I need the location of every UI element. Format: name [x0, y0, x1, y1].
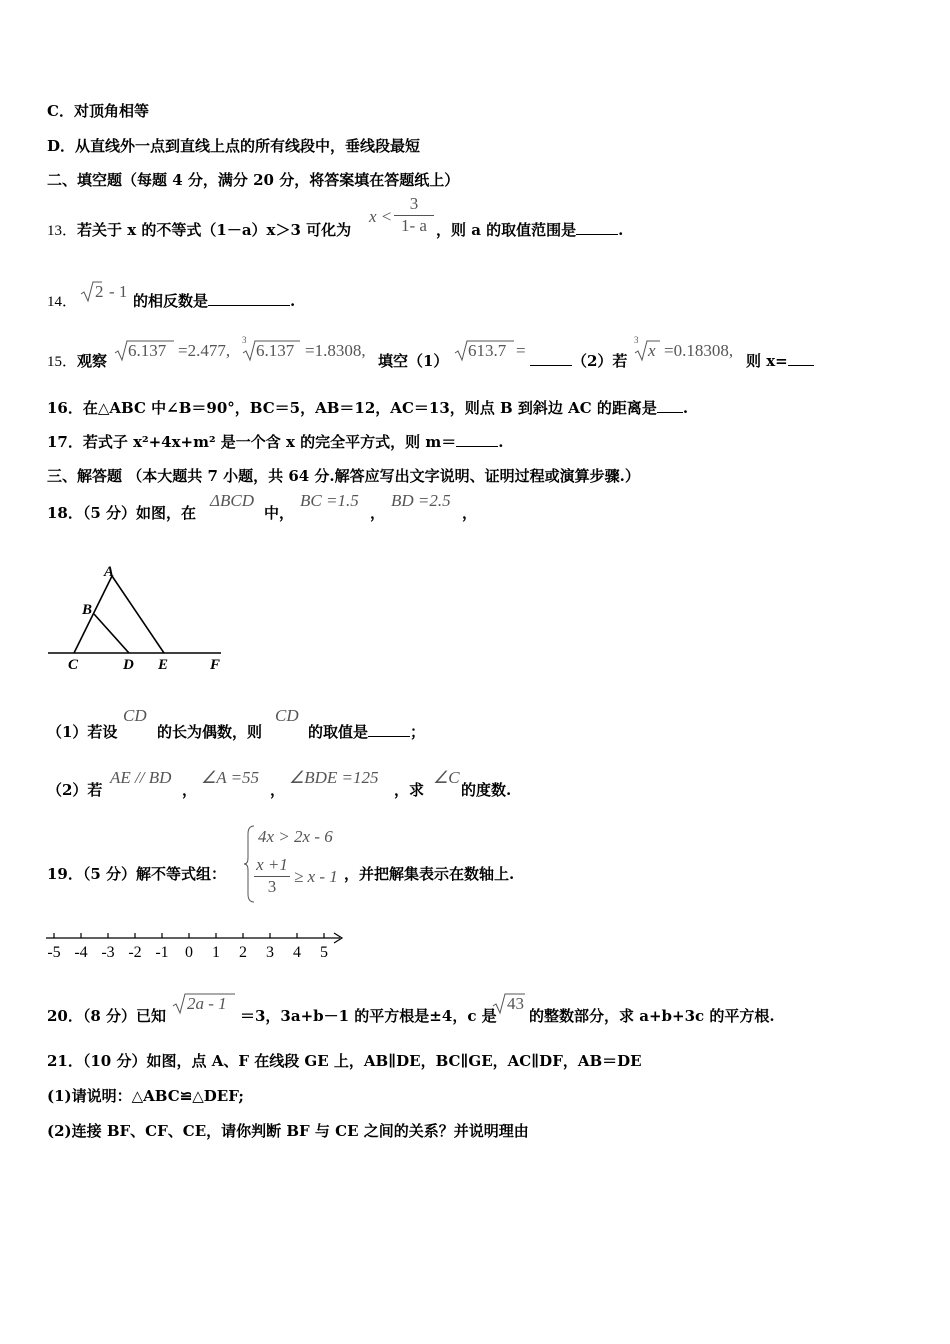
q16-period: .	[682, 399, 689, 417]
question-13	[47, 220, 351, 241]
figure-label-d: D	[123, 657, 134, 673]
q18-part2-a: （2）若	[47, 781, 103, 799]
figure-label-a: A	[104, 564, 115, 580]
q19-fraction-denominator: 3	[267, 877, 277, 896]
number-line-tick-label: 0	[185, 944, 193, 961]
number-line-tick-label: 1	[212, 944, 220, 961]
figure-line-bd	[94, 614, 129, 653]
q13-fraction-denominator: 1- a	[401, 216, 427, 235]
q14-radicand: 2	[95, 282, 104, 301]
q18-part1-semicolon: ；	[410, 723, 426, 741]
q16-text: 16．在△ABC 中∠B＝90°，BC＝5，AB＝12，AC＝13，则点 B 到斜边 AC 的距离是	[47, 399, 657, 417]
q18-angle-c: ∠C	[433, 768, 460, 787]
q18-comma-3: ，	[182, 781, 198, 799]
number-line-tick-label: -4	[74, 944, 88, 961]
q17-text: 17．若式子 x²+4x+m² 是一个含 x 的完全平方式，则 m＝	[47, 433, 457, 451]
figure-label-b: B	[82, 602, 93, 618]
number-line-tick-label: -2	[128, 944, 142, 961]
q20-tail: 的整数部分，求 a+b+3c 的平方根.	[529, 1007, 775, 1025]
number-line-tick-label: -3	[101, 944, 115, 961]
q13-fraction	[394, 194, 434, 236]
q14-minus-one: - 1	[109, 282, 128, 301]
q18-part1-c	[308, 722, 425, 742]
figure-line-ca	[74, 576, 112, 653]
option-c: C．对顶角相等	[47, 102, 149, 120]
q18-ae-parallel-bd: AE // BD	[110, 768, 172, 787]
q15-blank-2[interactable]	[788, 351, 814, 366]
q20-radicand-2: 43	[507, 994, 524, 1013]
q13-number: 13．	[47, 223, 78, 239]
section-3-heading: 三、解答题 （本大题共 7 小题，共 64 分.解答应写出文字说明、证明过程或演算步骤.）	[47, 467, 640, 485]
q14-number: 14．	[47, 294, 78, 310]
q13-x-lt: x <	[369, 207, 393, 226]
number-line-tick-label: -1	[155, 944, 169, 961]
q18-cd-1: CD	[123, 706, 147, 725]
q14-blank[interactable]	[208, 291, 290, 306]
q13-text: 若关于 x 的不等式（1－a）x＞3 可化为	[77, 221, 352, 239]
q15-radicand-2: 6.137	[256, 341, 295, 360]
figure-label-e: E	[158, 657, 169, 673]
q15-fill-2	[530, 351, 627, 371]
q21-part-1: (1)请说明：△ABC≌△DEF;	[47, 1087, 244, 1105]
figure-line-ae	[112, 576, 164, 653]
q18-cd-2: CD	[275, 706, 299, 725]
q15-x-eq: 则 x=	[746, 352, 788, 370]
q20-middle: ＝3，3a+b－1 的平方根是±4，c 是	[240, 1007, 497, 1025]
question-17	[47, 432, 504, 452]
q15-if: （2）若	[572, 352, 628, 370]
q18-bd: BD =2.5	[391, 491, 451, 510]
q14-tail	[133, 291, 295, 311]
figure-label-f: F	[210, 657, 221, 673]
q13-tail	[436, 220, 623, 240]
q19-inequality-1: 4x > 2x - 6	[258, 827, 333, 846]
q15-number: 15．	[47, 354, 78, 370]
q21-part-2: (2)连接 BF、CF、CE，请你判断 BF 与 CE 之间的关系？并说明理由	[47, 1122, 529, 1140]
q18-part1-a: （1）若设	[47, 723, 118, 741]
option-d: D．从直线外一点到直线上点的所有线段中，垂线段最短	[47, 137, 421, 155]
number-line-tick-label: 3	[266, 944, 274, 961]
q13-fraction-numerator: 3	[409, 194, 419, 213]
q18-part1-b: 的长为偶数，则	[157, 723, 263, 741]
section-2-heading: 二、填空题（每题 4 分，满分 20 分，将答案填在答题纸上）	[47, 171, 460, 189]
q18-comma-1: ，	[370, 504, 386, 522]
q19-fraction-numerator: x +1	[256, 855, 288, 874]
q15-blank-1[interactable]	[530, 351, 572, 366]
q18-part2-b: ，求	[394, 781, 425, 799]
q20-radicand-1: 2a - 1	[187, 994, 227, 1013]
q19-inequality-2: ≥ x - 1	[294, 867, 338, 886]
q18-intro: 18．（5 分）如图，在	[47, 504, 197, 522]
q17-blank[interactable]	[456, 432, 498, 447]
q15-value-2: =1.8308,	[305, 341, 366, 360]
q18-figure	[46, 558, 236, 676]
number-line-tick-label: 2	[239, 944, 247, 961]
question-20: 20．（8 分）已知	[47, 1007, 167, 1025]
q15-cube-index-1: 3	[242, 335, 247, 345]
q15-equals: =	[516, 341, 526, 360]
number-line-tick-label: -5	[47, 944, 61, 961]
q18-part1-blank[interactable]	[368, 722, 410, 737]
q18-in: 中，	[264, 504, 295, 522]
q14-period: .	[290, 292, 296, 310]
question-14	[47, 291, 77, 312]
q15-radicand-3: 613.7	[468, 341, 507, 360]
q19-tail: ，并把解集表示在数轴上.	[344, 865, 515, 883]
question-19: 19．（5 分）解不等式组：	[47, 865, 227, 883]
q18-angle-bde: ∠BDE =125	[289, 768, 379, 787]
number-line-ticks	[47, 933, 328, 961]
question-16	[47, 398, 688, 418]
q18-comma-2: ，	[462, 504, 478, 522]
q15-value-4: =0.18308,	[664, 341, 734, 360]
q18-part2-c: 的度数.	[461, 781, 512, 799]
q18-part1-c-text: 的取值是	[308, 723, 369, 741]
q17-period: .	[498, 433, 504, 451]
q15-tail	[746, 351, 814, 371]
q15-fill-1: 填空（1）	[378, 352, 449, 370]
number-line-tick-label: 5	[320, 944, 328, 961]
q13-tail-text: ，则 a 的取值范围是	[436, 221, 577, 239]
q15-radicand-1: 6.137	[128, 341, 167, 360]
question-18	[47, 503, 196, 523]
q19-number-line	[42, 926, 348, 962]
q13-period: .	[618, 221, 624, 239]
q13-blank[interactable]	[576, 220, 618, 235]
q18-angle-a: ∠A =55	[201, 768, 260, 787]
q15-radicand-4: x	[648, 341, 656, 360]
q16-blank[interactable]	[657, 398, 683, 413]
figure-label-c: C	[68, 657, 79, 673]
q15-cube-index-2: 3	[634, 335, 639, 345]
q14-tail-text: 的相反数是	[133, 292, 209, 310]
q18-comma-4: ，	[270, 781, 286, 799]
q19-fraction	[254, 855, 290, 897]
q15-observe: 观察	[77, 352, 108, 370]
number-line-tick-label: 4	[293, 944, 301, 961]
question-15	[47, 351, 107, 372]
question-21: 21．（10 分）如图，点 A、F 在线段 GE 上，AB∥DE，BC∥GE，AC∥DF，AB＝DE	[47, 1052, 642, 1070]
q15-value-1: =2.477,	[178, 341, 231, 360]
q18-triangle-bcd: ΔBCD	[210, 491, 254, 510]
q18-bc: BC =1.5	[300, 491, 359, 510]
